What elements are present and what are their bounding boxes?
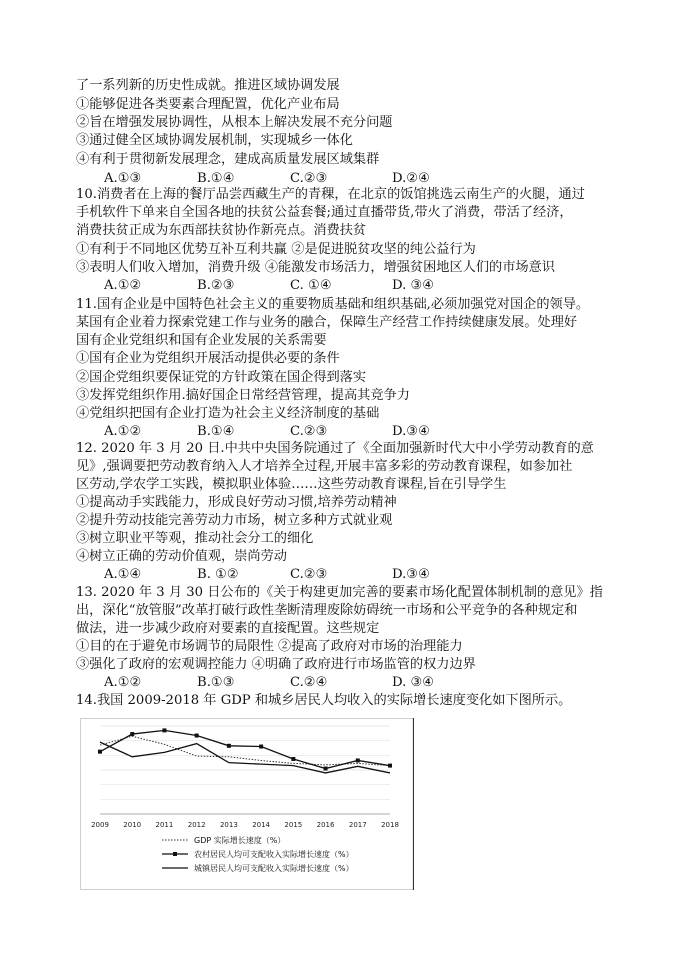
text-line: ③表明人们收入增加，消费升级 ④能激发市场活力，增强贫困地区人们的市场意识 bbox=[76, 260, 555, 275]
answer-option[interactable]: B.①④ bbox=[197, 424, 235, 439]
text-line: 手机软件下单来自全国各地的扶贫公益套餐;通过直播带货,带火了消费，带活了经济， bbox=[76, 205, 573, 220]
answer-option[interactable]: B.②③ bbox=[197, 278, 235, 293]
x-tick-label: 2014 bbox=[252, 821, 271, 829]
data-point bbox=[195, 734, 199, 738]
text-line: ②旨在增强发展协调性，从根本上解决发展不充分问题 bbox=[76, 115, 393, 130]
answer-option[interactable]: B. ①② bbox=[197, 567, 239, 582]
x-tick-label: 2010 bbox=[123, 821, 142, 829]
text-line: ③强化了政府的宏观调控能力 ④明确了政府进行市场监管的权力边界 bbox=[76, 657, 476, 672]
text-line: 做法，进一步减少政府对要素的直接配置。这些规定 bbox=[76, 621, 380, 636]
answer-option[interactable]: D.③④ bbox=[392, 424, 430, 439]
text-line: ①目的在于避免市场调节的局限性 ②提高了政府对市场的治理能力 bbox=[76, 639, 463, 654]
answer-option[interactable]: A.①② bbox=[104, 424, 142, 439]
answer-option[interactable]: A.①④ bbox=[104, 567, 142, 582]
legend-marker bbox=[173, 852, 177, 856]
data-point bbox=[356, 758, 360, 762]
text-line: 11.国有企业是中国特色社会主义的重要物质基础和组织基础,必须加强党对国企的领导。 bbox=[76, 297, 590, 312]
answer-option[interactable]: C. ①④ bbox=[290, 278, 332, 293]
data-point bbox=[291, 757, 295, 761]
answer-option[interactable]: B.①③ bbox=[197, 675, 235, 690]
x-tick-label: 2009 bbox=[91, 821, 109, 829]
text-line: ②国企党组织要保证党的方针政策在国企得到落实 bbox=[76, 370, 367, 385]
text-line: ④党组织把国有企业打造为社会主义经济制度的基础 bbox=[76, 406, 380, 421]
answer-option[interactable]: C.②④ bbox=[290, 675, 328, 690]
legend-label: 农村居民人均可支配收入实际增长速度（%） bbox=[194, 850, 354, 859]
answer-option[interactable]: B.①④ bbox=[197, 171, 235, 186]
answer-option[interactable]: A.①② bbox=[104, 675, 142, 690]
text-line: 12. 2020 年 3 月 20 日.中共中央国务院通过了《全面加强新时代大中小学劳动教育的意 bbox=[76, 441, 594, 456]
answer-option[interactable]: C.②③ bbox=[290, 171, 328, 186]
text-line: ③树立职业平等观，推动社会分工的细化 bbox=[76, 531, 314, 546]
text-line: ③发挥党组织作用.搞好国企日常经营管理，提高其竞争力 bbox=[76, 388, 410, 403]
data-point bbox=[388, 764, 392, 768]
answer-option[interactable]: C.②③ bbox=[290, 567, 328, 582]
x-tick-label: 2016 bbox=[316, 821, 335, 829]
data-point bbox=[130, 732, 134, 736]
text-line: ①能够促进各类要素合理配置，优化产业布局 bbox=[76, 97, 340, 112]
text-line: ②提升劳动技能完善劳动力市场，树立多种方式就业观 bbox=[76, 513, 393, 528]
x-tick-label: 2015 bbox=[284, 821, 303, 829]
answer-option[interactable]: D. ③④ bbox=[392, 675, 435, 690]
growth-rate-chart bbox=[80, 718, 414, 890]
text-line: 了一系列新的历史性成就。推进区域协调发展 bbox=[76, 78, 340, 93]
text-line: 出，深化“放管服”改革打破行政性垄断清理废除妨碍统一市场和公平竞争的各种规定和 bbox=[76, 603, 578, 618]
text-line: ①有利于不同地区优势互补互利共赢 ②是促进脱贫攻坚的纯公益行为 bbox=[76, 242, 476, 257]
data-point bbox=[227, 744, 231, 748]
answer-option[interactable]: D.③④ bbox=[392, 567, 430, 582]
x-tick-label: 2017 bbox=[348, 821, 367, 829]
x-tick-label: 2012 bbox=[187, 821, 206, 829]
answer-option[interactable]: A.①② bbox=[104, 278, 142, 293]
chart-svg bbox=[80, 718, 414, 890]
text-line: 见》,强调要把劳动教育纳入人才培养全过程,开展丰富多彩的劳动教育课程，如参加社 bbox=[76, 459, 573, 474]
text-line: ①国有企业为党组织开展活动提供必要的条件 bbox=[76, 351, 340, 366]
answer-option[interactable]: A.①③ bbox=[104, 171, 142, 186]
answer-option[interactable]: C.②③ bbox=[290, 424, 328, 439]
x-tick-label: 2018 bbox=[381, 821, 399, 829]
text-line: ④有利于贯彻新发展理念，建成高质量发展区域集群 bbox=[76, 152, 380, 167]
text-line: 14.我国 2009-2018 年 GDP 和城乡居民人均收入的实际增长速度变化如下图所示。 bbox=[76, 693, 572, 708]
text-line: 区劳动,学农学工实践，模拟职业体验……这些劳动教育课程,旨在引导学生 bbox=[76, 477, 507, 492]
legend-label: 城镇居民人均可支配收入实际增长速度（%） bbox=[194, 864, 354, 873]
data-point bbox=[259, 745, 263, 749]
text-line: 10.消费者在上海的餐厅品尝西藏生产的青稞，在北京的饭馆挑选云南生产的火腿，通过 bbox=[76, 187, 585, 202]
answer-option[interactable]: D.②④ bbox=[392, 171, 430, 186]
text-line: 消费扶贫正成为东西部扶贫协作新亮点。消费扶贫 bbox=[76, 223, 367, 238]
x-tick-label: 2013 bbox=[219, 821, 238, 829]
text-line: ③通过健全区域协调发展机制，实现城乡一体化 bbox=[76, 133, 353, 148]
answer-option[interactable]: D. ③④ bbox=[392, 278, 435, 293]
text-line: 国有企业党组织和国有企业发展的关系需要 bbox=[76, 333, 327, 348]
data-point bbox=[162, 728, 166, 732]
data-point bbox=[98, 750, 102, 754]
text-line: 某国有企业着力探索党建工作与业务的融合，保障生产经营工作持续健康发展。处理好 bbox=[76, 315, 578, 330]
text-line: ④树立正确的劳动价值观，崇尚劳动 bbox=[76, 549, 287, 564]
legend-label: GDP 实际增长速度（%） bbox=[194, 836, 286, 845]
text-line: ①提高动手实践能力，形成良好劳动习惯,培养劳动精神 bbox=[76, 495, 397, 510]
text-line: 13. 2020 年 3 月 30 日公布的《关于构建更加完善的要素市场化配置体制机制的意见》指 bbox=[76, 585, 603, 600]
x-tick-label: 2011 bbox=[155, 821, 174, 829]
data-point bbox=[324, 767, 328, 771]
